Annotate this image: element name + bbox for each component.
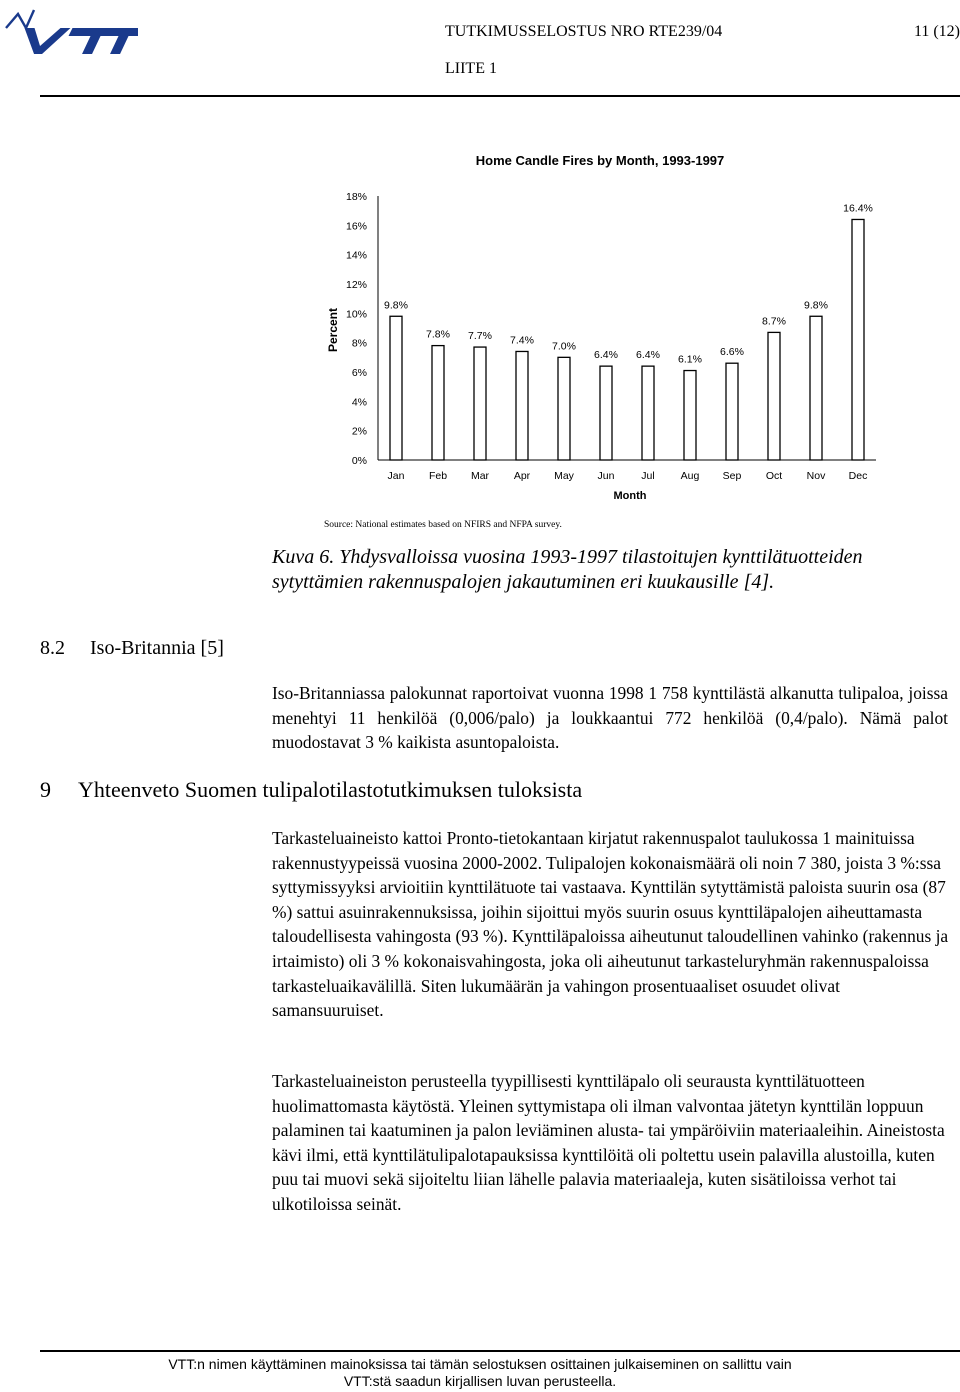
bar-data-label: 7.4% [510, 334, 534, 347]
bar-data-label: 6.1% [678, 353, 702, 366]
section-title: Iso-Britannia [5] [90, 637, 224, 659]
bar-data-label: 9.8% [384, 299, 408, 312]
section-number: 8.2 [40, 637, 65, 659]
bar-data-label: 6.6% [720, 346, 744, 359]
bar-jul [642, 366, 654, 460]
y-tick-label: 12% [345, 279, 367, 291]
x-tick-label: Aug [680, 470, 700, 482]
x-tick-label: Jul [641, 470, 655, 482]
bar-mar [474, 347, 486, 460]
chart-title: Home Candle Fires by Month, 1993-1997 [475, 153, 725, 168]
section-9-heading [40, 777, 582, 803]
section-8-2-body: Iso-Britanniassa palokunnat raportoivat vuonna 1998 1 758 kynttilästä alkanutta tulipaloa, joissa menehtyi 11 henkilöä (0,006/palo) ja loukkaantui 772 henkilöä (0,4/palo). Nämä palot muodostavat 3 % kaikista asuntopaloista. [272, 683, 948, 753]
vtt-logo [4, 6, 138, 56]
y-axis-ticks [346, 191, 367, 467]
bar-data-label: 9.8% [804, 299, 828, 312]
x-tick-label: Feb [428, 470, 448, 482]
bar-may [558, 357, 570, 460]
x-tick-label: Apr [513, 470, 531, 482]
bar-data-label: 7.8% [426, 328, 450, 341]
y-tick-label: 8% [351, 337, 367, 350]
bar-jun [600, 366, 612, 460]
bar-data-label: 7.7% [468, 330, 492, 343]
x-tick-label: May [554, 470, 574, 482]
bar-apr [516, 351, 528, 460]
bar-data-label: 6.4% [594, 349, 618, 362]
x-axis-label: Month [613, 490, 647, 502]
bar-data-label: 8.7% [762, 315, 786, 328]
y-tick-label: 4% [351, 396, 367, 409]
y-tick-label: 18% [345, 191, 367, 203]
summary-paragraph-1: Tarkasteluaineisto kattoi Pronto-tietokantaan kirjatut rakennuspalot taulukossa 1 mainituissa rakennustyypeissä vuosina 2000-2002. Tulipalojen kokonaismäärä oli noin 7 380, joista 3 %:ssa syttymissyyksi arvioitiin kynttilätuote tai vastaava. Kynttilän sytyttämistä paloista suurin osa (87 %) sattui asuinrakennuksissa, joihin sijoittui myös suurin osuus kynttiläpalojen aiheuttamasta taloudellisesta vahingosta (93 %). Kynttiläpaloissa aiheutunut taloudellinen vahinko (rakennus ja irtaimisto) oli 3 % kokonaisvahingosta, joka oli aiheutunut tarkasteluryhmän rakennuspaloissa tarkasteluaikavälillä. Siten lukumäärän ja vahingon prosentuaaliset osuudet olivat samansuuruiset. [272, 828, 949, 1021]
x-tick-label: Sep [722, 470, 742, 482]
section-8-2-heading [40, 636, 224, 660]
bar-sep [726, 363, 738, 460]
section-title: Yhteenveto Suomen tulipalotilastotutkimuksen tuloksista [78, 777, 583, 802]
candle-fires-chart [320, 145, 900, 537]
section-number: 9 [40, 777, 51, 802]
footer-line-1: VTT:n nimen käyttäminen mainoksissa tai tämän selostuksen osittainen julkaiseminen on sallittu vain [168, 1356, 792, 1372]
bar-data-label: 16.4% [843, 202, 873, 215]
y-tick-label: 16% [345, 220, 367, 233]
bar-oct [768, 332, 780, 460]
bar-data-label: 6.4% [636, 349, 660, 362]
x-tick-label: Nov [806, 470, 826, 482]
chart-source: Source: National estimates based on NFIRS and NFPA survey. [324, 520, 562, 530]
appendix-label: LIITE 1 [445, 60, 497, 77]
header-rule [40, 95, 960, 97]
y-tick-label: 6% [351, 367, 367, 379]
figure-caption: Kuva 6. Yhdysvalloissa vuosina 1993-1997 tilastoitujen kynttilätuotteiden sytyttämien rakennuspalojen jakautuminen eri kuukausille [4]. [272, 546, 863, 593]
y-tick-label: 14% [345, 249, 367, 262]
y-axis-label: Percent [326, 307, 340, 353]
y-tick-label: 10% [345, 308, 367, 321]
bar-nov [810, 316, 822, 460]
x-tick-label: Jan [387, 470, 405, 482]
bar-aug [684, 371, 696, 460]
bars [384, 202, 873, 460]
x-tick-label: Dec [848, 470, 868, 482]
y-tick-label: 0% [351, 455, 367, 467]
bar-data-label: 7.0% [552, 340, 576, 353]
footer-line-2: VTT:stä saadun kirjallisen luvan perusteella. [343, 1373, 617, 1389]
page-number: 11 (12) [913, 23, 960, 40]
x-tick-label: Jun [597, 470, 615, 482]
x-tick-label: Mar [470, 470, 490, 482]
bar-dec [852, 219, 864, 460]
bar-feb [432, 346, 444, 460]
bar-jan [390, 316, 402, 460]
report-title: TUTKIMUSSELOSTUS NRO RTE239/04 [445, 23, 723, 40]
footer-notice [40, 1356, 920, 1390]
summary-paragraph-2: Tarkasteluaineiston perusteella tyypillisesti kynttiläpalo oli seurausta kynttilätuotteen huolimattomasta käytöstä. Yleinen syttymistapa oli ilman valvontaa jätetyn kynttilän loppuun palaminen tai kaatuminen ja palon leviäminen alusta- tai ympäröiviin materiaaleihin. Aineistosta kävi ilmi, että kynttilätulipalotapauksissa kynttilöitä oli poltettu usein palavilla alustoilla, kuten puu tai muovi sekä sijoiteltu liian lähelle palavia materiaaleja, kuten sisätiloissa verhot tai ulkotiloissa seinät. [272, 1071, 945, 1214]
y-tick-label: 2% [351, 425, 367, 438]
x-axis-ticks [388, 470, 868, 482]
x-tick-label: Oct [765, 470, 783, 482]
footer-rule [40, 1350, 960, 1352]
